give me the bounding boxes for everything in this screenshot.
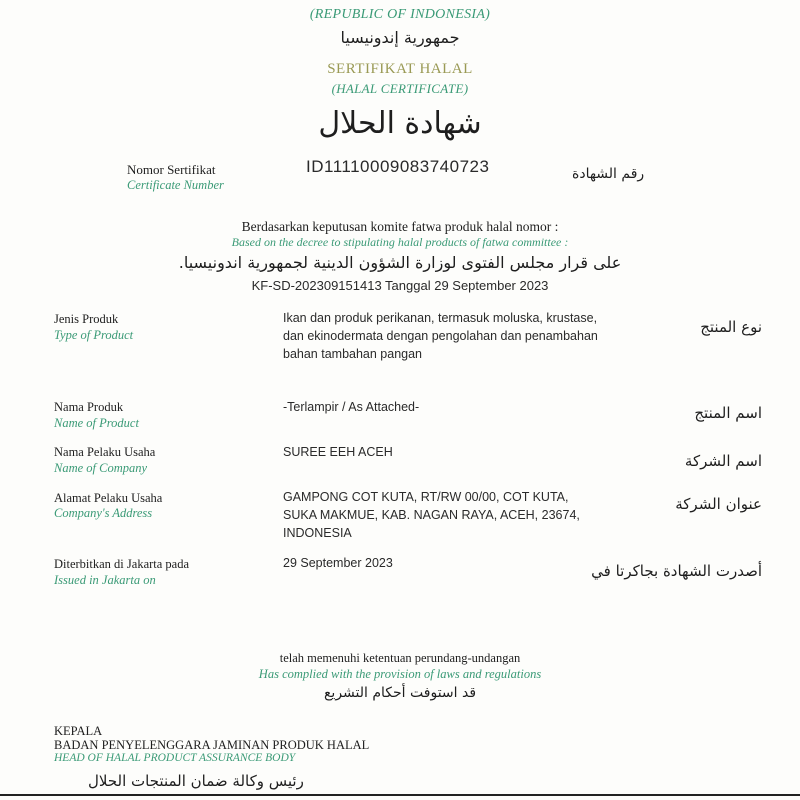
signatory-title-en: HEAD OF HALAL PRODUCT ASSURANCE BODY [54,752,296,764]
compliance-line-id: telah memenuhi ketentuan perundang-undangan [279,651,521,665]
cert-number-label-id: Nomor Sertifikat [127,162,216,177]
product-type-label-ar: نوع المنتج [700,318,762,336]
product-type-label-id: Jenis Produk [54,312,119,326]
decree-line-en: Based on the decree to stipulating halal products of fatwa committee : [231,235,569,249]
decree-line-id: Berdasarkan keputusan komite fatwa produk halal nomor : [241,219,559,234]
company-name-value: SUREE EEH ACEH [283,445,393,459]
company-address-label-id: Alamat Pelaku Usaha [54,491,163,505]
issued-label-ar: أصدرت الشهادة بجاكرتا في [591,562,762,580]
product-type-value: Ikan dan produk perikanan, termasuk moluska, krustase, dan ekinodermata dengan pengolahan dan penambahan bahan tambahan pangan [283,311,598,361]
signatory-title-2: BADAN PENYELENGGARA JAMINAN PRODUK HALAL [54,738,370,752]
product-name-label-ar: اسم المنتج [694,404,762,422]
company-address-label-ar: عنوان الشركة [675,495,762,513]
decree-line-ar: على قرار مجلس الفتوى لوزارة الشؤون الدينية لجمهورية اندونيسيا. [178,253,622,272]
republic-en: (REPUBLIC OF INDONESIA) [309,7,491,22]
company-address-label-en: Company's Address [54,506,153,520]
company-name-label-en: Name of Company [54,461,148,475]
decree-number: KF-SD-202309151413 Tanggal 29 September 2023 [251,278,549,293]
republic-ar: جمهورية إندونيسيا [340,28,460,47]
issued-label-en: Issued in Jakarta on [54,573,156,587]
certificate-title-ar: شهادة الحلال [318,106,482,141]
cert-number-label-en: Certificate Number [127,178,224,192]
certificate-title-en: (HALAL CERTIFICATE) [331,81,469,96]
bottom-divider [0,794,800,796]
company-address-value: GAMPONG COT KUTA, RT/RW 00/00, COT KUTA, SUKA MAKMUE, KAB. NAGAN RAYA, ACEH, 23674, INDONESIA [283,490,580,540]
signatory-title-ar: رئيس وكالة ضمان المنتجات الحلال [88,772,304,790]
compliance-line-en: Has complied with the provision of laws and regulations [258,667,542,681]
company-name-label-id: Nama Pelaku Usaha [54,445,156,459]
product-type-label-en: Type of Product [54,328,134,342]
cert-number-value: ID11110009083740723 [306,157,490,176]
product-name-label-en: Name of Product [54,416,139,430]
signatory-title-1: KEPALA [54,724,103,738]
issued-label-id: Diterbitkan di Jakarta pada [54,557,190,571]
product-name-value: -Terlampir / As Attached- [283,400,420,414]
issued-value: 29 September 2023 [283,556,393,570]
cert-number-label-ar: رقم الشهادة [572,166,645,182]
certificate-title-id: SERTIFIKAT HALAL [327,61,473,77]
company-name-label-ar: اسم الشركة [684,452,762,470]
product-name-label-id: Nama Produk [54,400,124,414]
compliance-line-ar: قد استوفت أحكام التشريع [323,685,477,701]
